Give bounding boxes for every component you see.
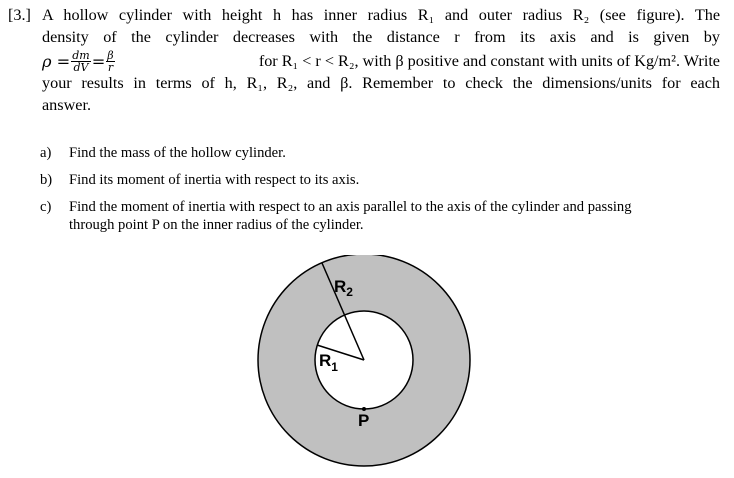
problem-line-1: A hollow cylinder with height h has inner radius R₁ and outer radius R₂ (see figure). The	[42, 6, 720, 24]
equals-sign: =	[91, 52, 106, 71]
problem-line-3	[42, 50, 720, 73]
problem-line-3-rest: for R₁ < r < R₂, with β positive and constant with units of Kg/m². Write	[258, 52, 720, 70]
fraction-beta-r	[106, 50, 114, 73]
fraction-numerator: β	[107, 49, 114, 62]
part-text: Find the moment of inertia with respect to an axis parallel to the axis of the cylinder and passing	[69, 199, 632, 215]
part-label: b)	[40, 172, 53, 188]
part-label: c)	[40, 199, 52, 215]
fraction-numerator: dm	[72, 49, 90, 62]
problem-line-5: answer.	[42, 96, 91, 114]
part-text: Find its moment of inertia with respect to its axis.	[69, 172, 360, 188]
fraction-denominator: r	[107, 61, 114, 74]
outer-radius-letter: R	[334, 277, 347, 296]
problem-line-4: your results in terms of h, R₁, R₂, and β. Remember to check the dimensions/units for each	[42, 74, 720, 92]
hollow-cylinder-figure	[235, 255, 500, 478]
inner-radius-subscript: 1	[331, 360, 338, 374]
part-label: a)	[40, 145, 52, 161]
fraction-denominator: dV	[73, 61, 89, 74]
part-text: through point P on the inner radius of the cylinder.	[69, 217, 364, 233]
inner-radius-letter: R	[319, 351, 332, 370]
problem-line-2: density of the cylinder decreases with the distance r from its axis and is given by	[42, 28, 720, 46]
fraction-dm-dv	[71, 50, 90, 73]
part-text: Find the mass of the hollow cylinder.	[69, 145, 286, 161]
outer-radius-subscript: 2	[346, 285, 353, 299]
problem-number: [3.]	[8, 6, 31, 24]
point-p-label: P	[358, 411, 370, 430]
density-symbol: ρ =	[42, 52, 71, 71]
